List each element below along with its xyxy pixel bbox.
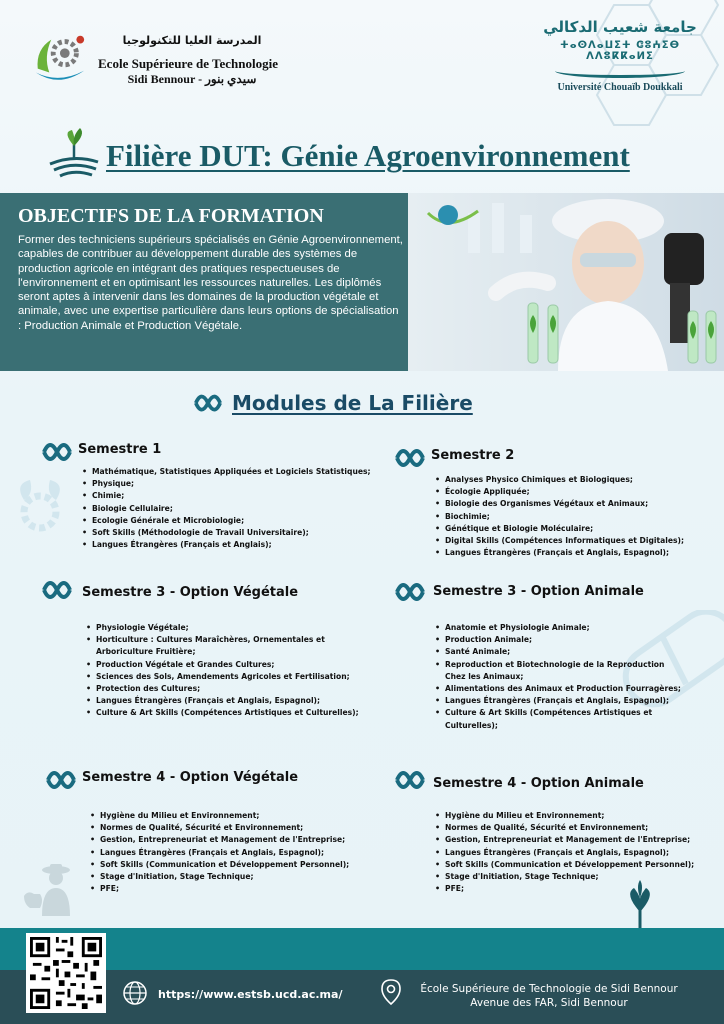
ucd-name-french: Université Chouaïb Doukkali [557, 82, 683, 93]
title-row [40, 128, 690, 188]
list-item: • Soft Skills (Communication et Développement Personnel); [435, 859, 694, 871]
semester-1-title: Semestre 1 [78, 442, 162, 457]
footer-top-band [0, 928, 724, 970]
list-item: • Stage d'Initiation, Stage Technique; [90, 871, 349, 883]
semester-4-animale-title: Semestre 4 - Option Animale [433, 776, 644, 791]
semester-3-vegetale-title: Semestre 3 - Option Végétale [82, 585, 299, 600]
list-item: • Sciences des Sols, Amendements Agricoles et Fertilisation; [86, 671, 359, 683]
semester-1-list [82, 466, 371, 551]
list-item: • Normes de Qualité, Sécurité et Environnement; [90, 822, 349, 834]
list-item: • Culture & Art Skills (Compétences Artistiques et Culturelles); [86, 707, 359, 719]
est-city: Sidi Bennour - سيدي بنور [127, 72, 257, 86]
list-item: • Anatomie et Physiologie Animale; [435, 622, 681, 634]
list-item: • Protection des Cultures; [86, 683, 359, 695]
semester-2 [393, 442, 713, 572]
est-logo-icon [30, 30, 88, 88]
list-item: • Physiologie Végétale; [86, 622, 359, 634]
semester-4-vegetale [44, 764, 384, 904]
web-icon [122, 980, 148, 1006]
list-item: • Production Végétale et Grandes Cultures; [86, 659, 359, 671]
semester-2-list [435, 474, 684, 559]
list-item: • Langues Étrangères (Français et Anglais, Espagnol); [435, 547, 684, 559]
list-item: • Écologie Appliquée; [435, 486, 684, 498]
list-item: • Langues Étrangères (Français et Anglais, Espagnol); [435, 695, 681, 707]
modules-title [192, 388, 532, 422]
list-item: • Digital Skills (Compétences Informatiques et Digitales); [435, 535, 684, 547]
list-item: • Alimentations des Animaux et Production Fourragères; [435, 683, 681, 695]
list-item: • Soft Skills (Communication et Développement Personnel); [90, 859, 349, 871]
list-item: • Langues Étrangères (Français et Anglais, Espagnol); [90, 847, 349, 859]
list-item: • Production Animale; [435, 634, 681, 646]
dna-icon [40, 436, 74, 468]
list-item: • Normes de Qualité, Sécurité et Environnement; [435, 822, 694, 834]
page-title: Filière DUT: Génie Agroenvironnement [106, 138, 630, 173]
semester-3-animale [393, 576, 713, 746]
dna-icon [40, 574, 74, 606]
list-item: • Langues Étrangères (Français et Anglais); [82, 539, 371, 551]
objectives-panel [0, 193, 408, 371]
dna-icon [393, 442, 427, 474]
semester-3-vegetale [40, 574, 400, 734]
list-item: • Analyses Physico Chimiques et Biologiques; [435, 474, 684, 486]
list-item: • Horticulture : Cultures Maraîchères, Ornementales et Arboriculture Fruitière; [86, 634, 336, 658]
semester-2-title: Semestre 2 [431, 448, 515, 463]
list-item: • Mathématique, Statistiques Appliquées et Logiciels Statistiques; [82, 466, 371, 478]
farmer-decoration-icon [22, 860, 78, 916]
list-item: • Santé Animale; [435, 646, 681, 658]
semester-3-animale-title: Semestre 3 - Option Animale [433, 584, 644, 599]
semester-4-vegetale-list [90, 810, 349, 895]
dna-icon [192, 388, 224, 418]
plant-icon [46, 128, 102, 180]
modules-heading: Modules de La Filière [232, 391, 473, 415]
semester-1 [40, 436, 390, 566]
header [0, 0, 724, 115]
list-item: • Chimie; [82, 490, 371, 502]
list-item: • Langues Étrangères (Français et Anglais, Espagnol); [435, 847, 694, 859]
list-item: • Langues Étrangères (Français et Anglais, Espagnol); [86, 695, 359, 707]
est-name-arabic: المدرسة العليا للتكنولوجيا [122, 34, 262, 47]
ucd-name-tifinagh: ⵜⴰⵙⴷⴰⵡⵉⵜ ⵛⵓⵄⵉⴱ ⴷⴷⵓⴽⴽⴰⵍⵉ [559, 40, 681, 62]
list-item: • Biologie des Organismes Végétaux et Animaux; [435, 498, 684, 510]
objectives-text: Former des techniciens supérieurs spécialisés en Génie Agroenvironnement, capables de contribuer au développement durable des systèmes de production agricole en intégrant des pratiques respectueuses de l'environnement et en optimisant les ressources naturelles. Les diplômés seront aptes à intervenir dans les domaines de la production végétale et animale, avec une expertise particulière dans leurs options de spécialisation : Production Animale et Production Végétale. [18, 234, 403, 332]
ucd-logo [540, 18, 700, 104]
gear-leaf-decoration-icon [10, 478, 72, 538]
list-item: • Culture & Art Skills (Compétences Artistiques et Culturelles); [435, 707, 665, 731]
list-item: • Soft Skills (Méthodologie de Travail Universitaire); [82, 527, 371, 539]
qr-code[interactable] [26, 933, 106, 1013]
footer [0, 928, 724, 1024]
dna-icon [44, 764, 78, 796]
objectives-section [0, 193, 724, 371]
address-line-2: Avenue des FAR, Sidi Bennour [470, 997, 628, 1009]
semester-4-vegetale-title: Semestre 4 - Option Végétale [82, 770, 299, 785]
est-name-french: Ecole Supérieure de Technologie [98, 56, 278, 71]
semester-3-animale-list [435, 622, 681, 732]
dna-icon [393, 764, 427, 796]
address-line-1: École Supérieure de Technologie de Sidi Bennour [420, 983, 678, 995]
list-item: • Biochimie; [435, 511, 684, 523]
dna-icon [393, 576, 427, 608]
list-item: • Physique; [82, 478, 371, 490]
location-icon [380, 978, 402, 1006]
list-item: • Gestion, Entrepreneuriat et Management de l'Entreprise; [90, 834, 349, 846]
ucd-arc-decoration [555, 64, 685, 78]
list-item: • Ecologie Générale et Microbiologie; [82, 515, 371, 527]
list-item: • Gestion, Entrepreneuriat et Management de l'Entreprise; [435, 834, 694, 846]
objectives-heading: OBJECTIFS DE LA FORMATION [18, 205, 324, 227]
list-item: • PFE; [90, 883, 349, 895]
list-item: • Biologie Cellulaire; [82, 503, 371, 515]
list-item: • Hygiène du Milieu et Environnement; [435, 810, 694, 822]
list-item: • Génétique et Biologie Moléculaire; [435, 523, 684, 535]
website-link[interactable]: https://www.estsb.ucd.ac.ma/ [158, 988, 343, 1001]
list-item: • PFE; [435, 883, 694, 895]
semester-3-vegetale-list [86, 622, 359, 720]
lab-photo [408, 193, 724, 371]
list-item: • Reproduction et Biotechnologie de la Reproduction Chez les Animaux; [435, 659, 679, 683]
list-item: • Stage d'Initiation, Stage Technique; [435, 871, 694, 883]
list-item: • Hygiène du Milieu et Environnement; [90, 810, 349, 822]
ucd-name-arabic: جامعة شعيب الدكالي [543, 18, 697, 36]
